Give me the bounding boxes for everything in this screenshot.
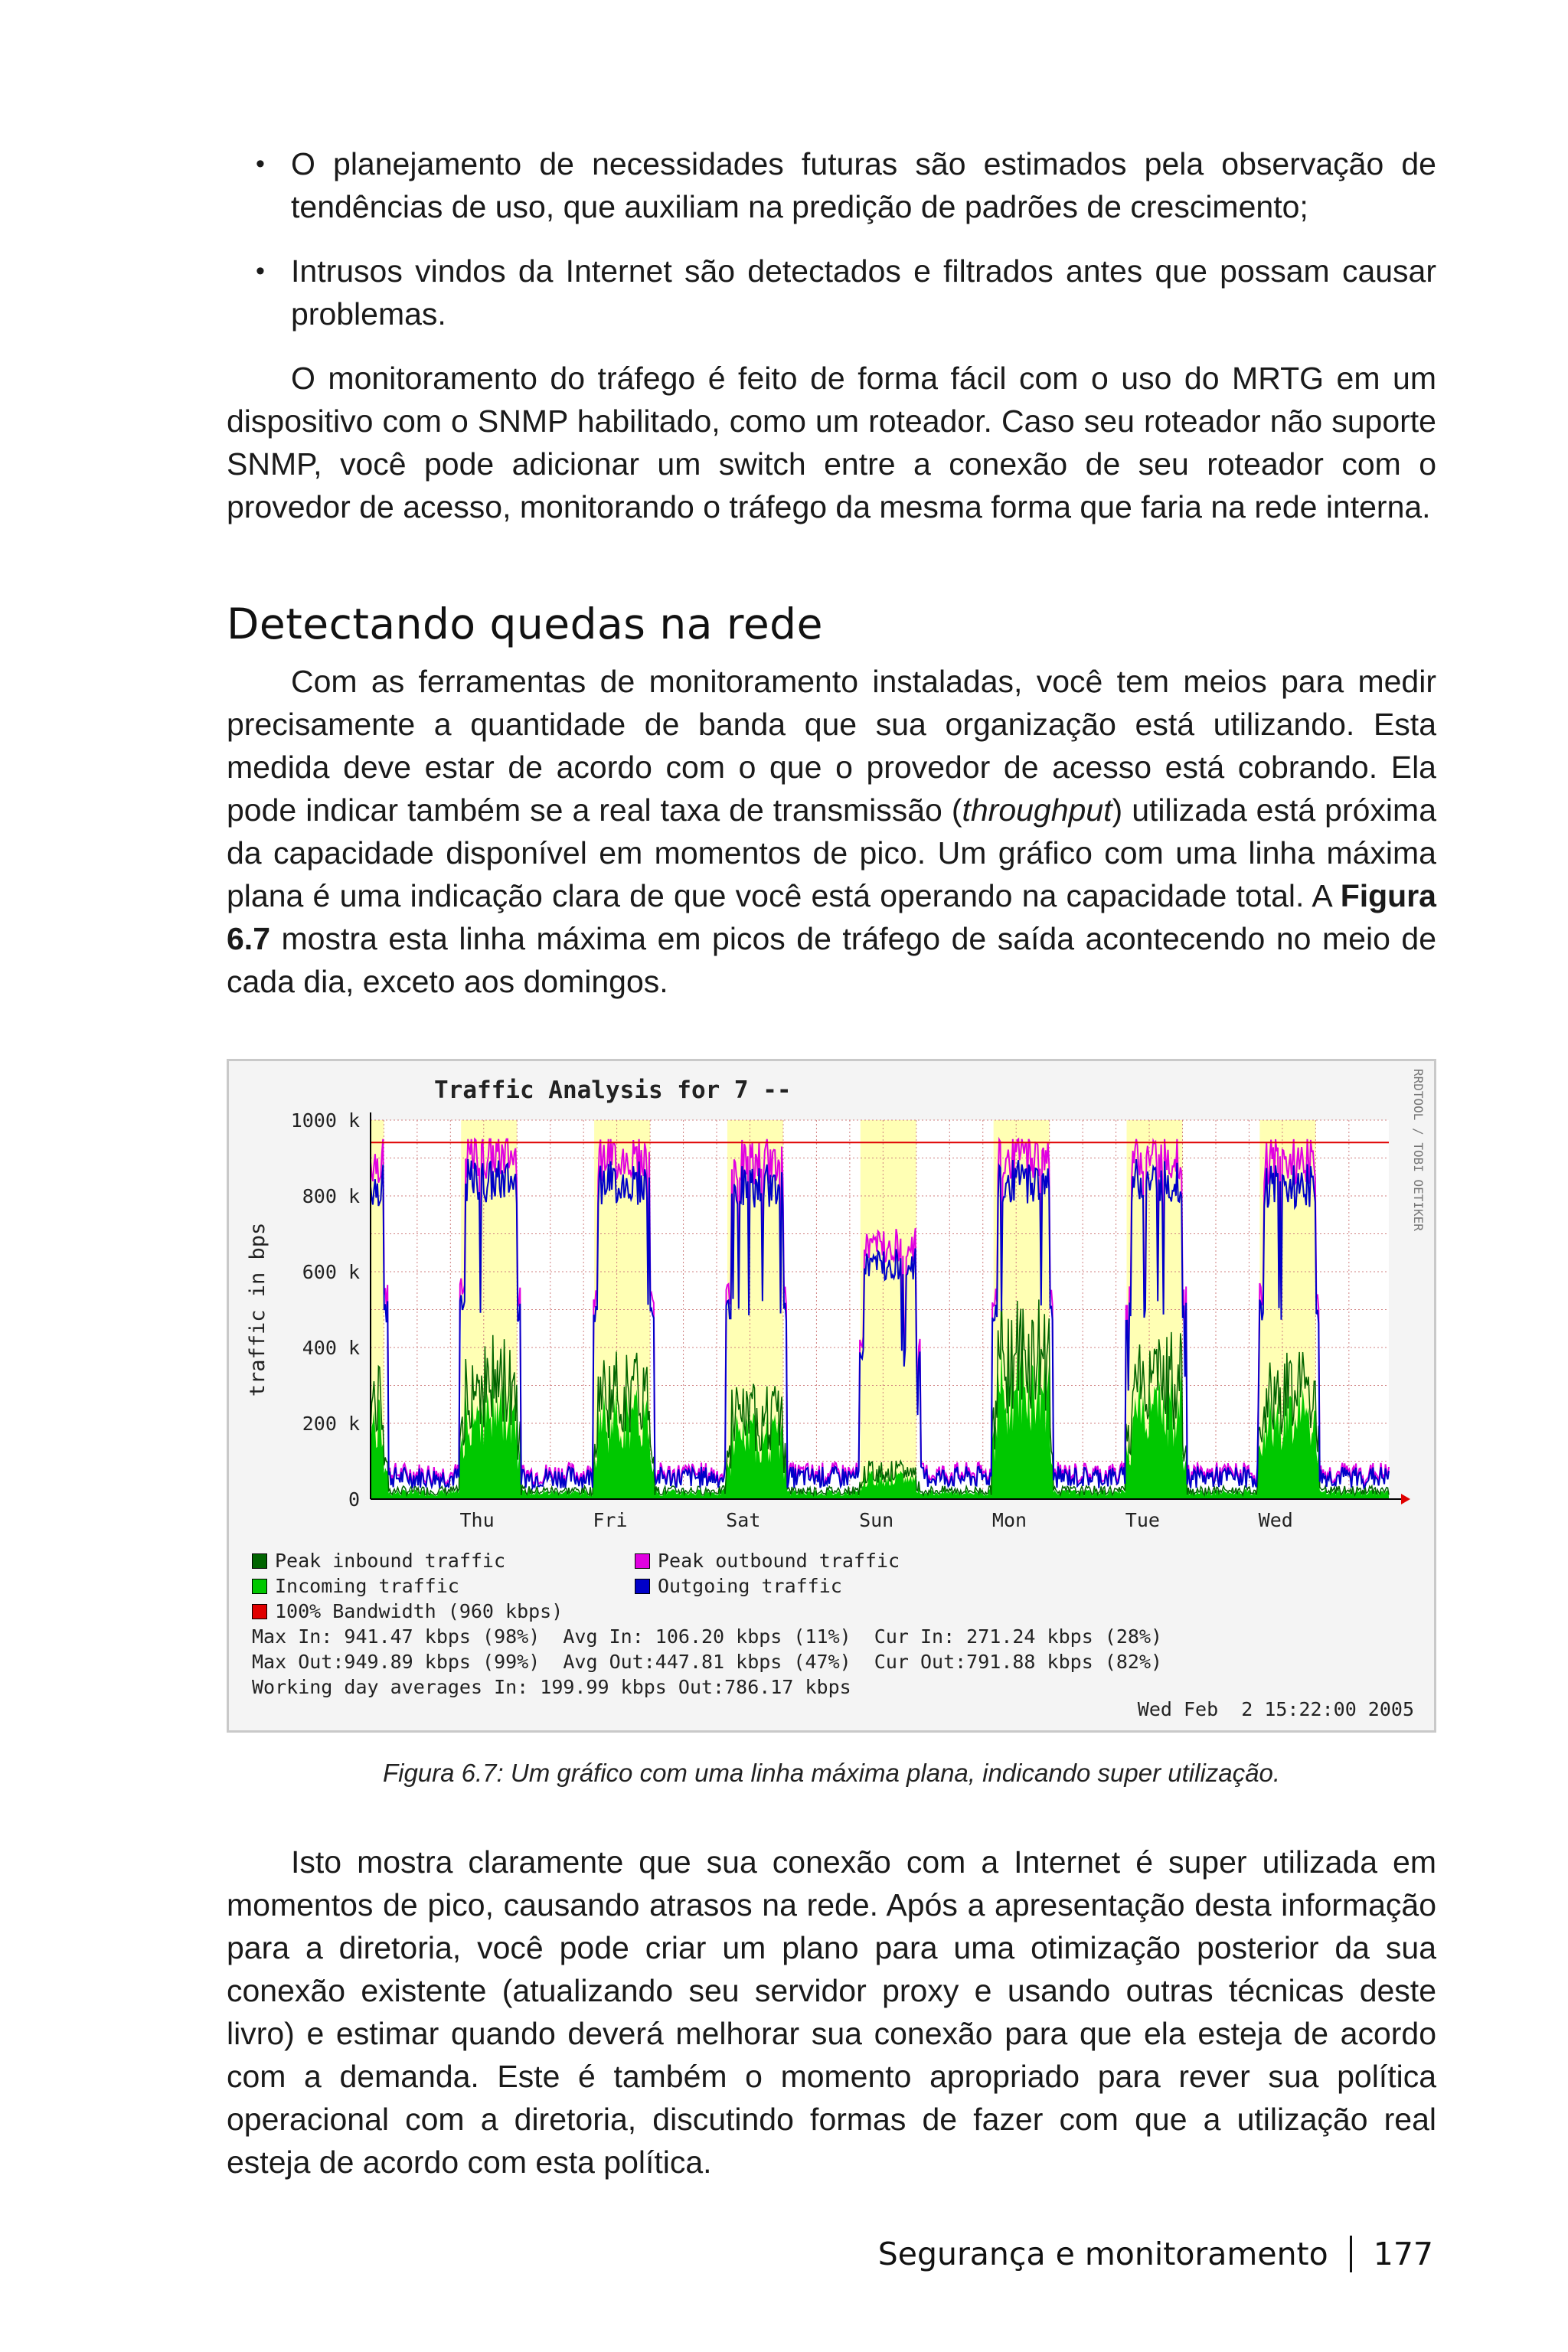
legend-label: Peak inbound traffic bbox=[275, 1550, 506, 1572]
legend-peak-inbound bbox=[252, 1548, 635, 1573]
paragraph-detecting bbox=[227, 660, 1436, 1003]
footer-section: Segurança e monitoramento bbox=[877, 2236, 1328, 2272]
rrdtool-credit: RRDTOOL / TOBI OETIKER bbox=[1411, 1069, 1426, 1231]
text-run: Com as ferramentas de monitoramento instaladas, você tem meios para medir precisamente a quantidade de banda que sua organização está utilizando. Esta medida deve estar de acordo com o que o provedor de acesso está cobrando. Ela pode indicar também se a real taxa de transmissão ( bbox=[227, 664, 1436, 828]
chart-title: Traffic Analysis for 7 -- bbox=[434, 1076, 792, 1104]
section-heading: Detectando quedas na rede bbox=[227, 599, 823, 648]
legend-row bbox=[252, 1599, 1400, 1624]
stats-max-out: Max Out:949.89 kbps (99%) Avg Out:447.81 kbps (47%) Cur Out:791.88 kbps (82%) bbox=[252, 1651, 1163, 1673]
chart-legend bbox=[252, 1548, 1400, 1700]
paragraph-text bbox=[227, 660, 1436, 1003]
legend-incoming bbox=[252, 1573, 635, 1599]
page-number: 177 bbox=[1373, 2236, 1433, 2272]
legend-swatch bbox=[252, 1604, 267, 1619]
y-tick-label: 600 k bbox=[302, 1261, 360, 1283]
legend-label: 100% Bandwidth (960 kbps) bbox=[275, 1600, 564, 1622]
stats-working-day: Working day averages In: 199.99 kbps Out:786.17 kbps bbox=[252, 1676, 851, 1698]
x-tick-label: Sat bbox=[726, 1509, 761, 1531]
legend-swatch bbox=[635, 1579, 650, 1594]
legend-row bbox=[252, 1573, 1400, 1599]
footer-divider bbox=[1350, 2236, 1352, 2272]
x-tick-label: Wed bbox=[1258, 1509, 1293, 1531]
legend-label: Outgoing traffic bbox=[658, 1575, 842, 1597]
legend-bandwidth bbox=[252, 1599, 563, 1624]
bullet-item bbox=[227, 250, 1436, 335]
legend-peak-outbound bbox=[635, 1548, 900, 1573]
figure-reference: Figura 6.7 bbox=[227, 878, 1436, 956]
paragraph-conclusion bbox=[227, 1841, 1436, 2184]
stats-max-in: Max In: 941.47 kbps (98%) Avg In: 106.20 kbps (11%) Cur In: 271.24 kbps (28%) bbox=[252, 1625, 1163, 1648]
x-tick-label: Fri bbox=[593, 1509, 628, 1531]
paragraph-text: O monitoramento do tráfego é feito de forma fácil com o uso do MRTG em um dispositivo com o SNMP habilitado, como um roteador. Caso seu roteador não suporte SNMP, você pode adicionar um switch entre a conexão de seu roteador com o provedor de acesso, monitorando o tráfego da mesma forma que faria na rede interna. bbox=[227, 361, 1436, 524]
y-tick-label: 800 k bbox=[302, 1185, 360, 1207]
figure-caption: Figura 6.7: Um gráfico com uma linha máxima plana, indicando super utilização. bbox=[382, 1759, 1281, 1787]
y-tick-label: 400 k bbox=[302, 1337, 360, 1359]
text-run: mostra esta linha máxima em picos de tráfego de saída acontecendo no meio de cada dia, exceto aos domingos. bbox=[227, 921, 1436, 999]
legend-swatch bbox=[252, 1553, 267, 1569]
x-axis-arrow bbox=[1401, 1494, 1410, 1504]
legend-row bbox=[252, 1548, 1400, 1573]
paragraph-text: Isto mostra claramente que sua conexão com a Internet é super utilizada em momentos de pico, causando atrasos na rede. Após a apresentação desta informação para a diretoria, você pode criar um plano para uma otimização posterior da sua conexão existente (atualizando seu servidor proxy e usando outras técnicas deste livro) e estimar quando deverá melhorar sua conexão para que ela esteja de acordo com a demanda. Este é também o momento apropriado para rever sua política operacional com a diretoria, discutindo formas de fazer com que a utilização real esteja de acordo com esta política. bbox=[227, 1844, 1436, 2180]
legend-swatch bbox=[635, 1553, 650, 1569]
bullet-text: Intrusos vindos da Internet são detectados e filtrados antes que possam causar problemas. bbox=[291, 253, 1436, 332]
chart-timestamp: Wed Feb 2 15:22:00 2005 bbox=[1137, 1698, 1414, 1720]
legend-outgoing bbox=[635, 1573, 842, 1599]
paragraph-mrtg bbox=[227, 357, 1436, 528]
bullet-dot: • bbox=[256, 256, 265, 286]
legend-label: Incoming traffic bbox=[275, 1575, 459, 1597]
bullet-list bbox=[227, 142, 1436, 357]
text-run: ) utilizada está próxima da capacidade disponível em momentos de pico. Um gráfico com uma linha máxima plana é uma indicação clara de que você está operando na capacidade total. A bbox=[227, 792, 1436, 913]
legend-label: Peak outbound traffic bbox=[658, 1550, 900, 1572]
page-footer bbox=[878, 2236, 1433, 2272]
legend-swatch bbox=[252, 1579, 267, 1594]
traffic-figure bbox=[227, 1059, 1436, 1733]
y-axis-label: traffic in bps bbox=[246, 1222, 270, 1397]
y-tick-label: 200 k bbox=[302, 1413, 360, 1435]
y-tick-label: 1000 k bbox=[290, 1109, 360, 1132]
bullet-text: O planejamento de necessidades futuras são estimados pela observação de tendências de uso, que auxiliam na predição de padrões de crescimento; bbox=[291, 146, 1436, 224]
x-tick-label: Tue bbox=[1125, 1509, 1160, 1531]
y-tick-label: 0 bbox=[348, 1488, 360, 1511]
x-tick-label: Sun bbox=[859, 1509, 894, 1531]
x-tick-label: Thu bbox=[459, 1509, 495, 1531]
italic-term: throughput bbox=[962, 792, 1112, 828]
x-tick-label: Mon bbox=[991, 1509, 1027, 1531]
bullet-dot: • bbox=[256, 149, 265, 178]
bullet-item bbox=[227, 142, 1436, 228]
